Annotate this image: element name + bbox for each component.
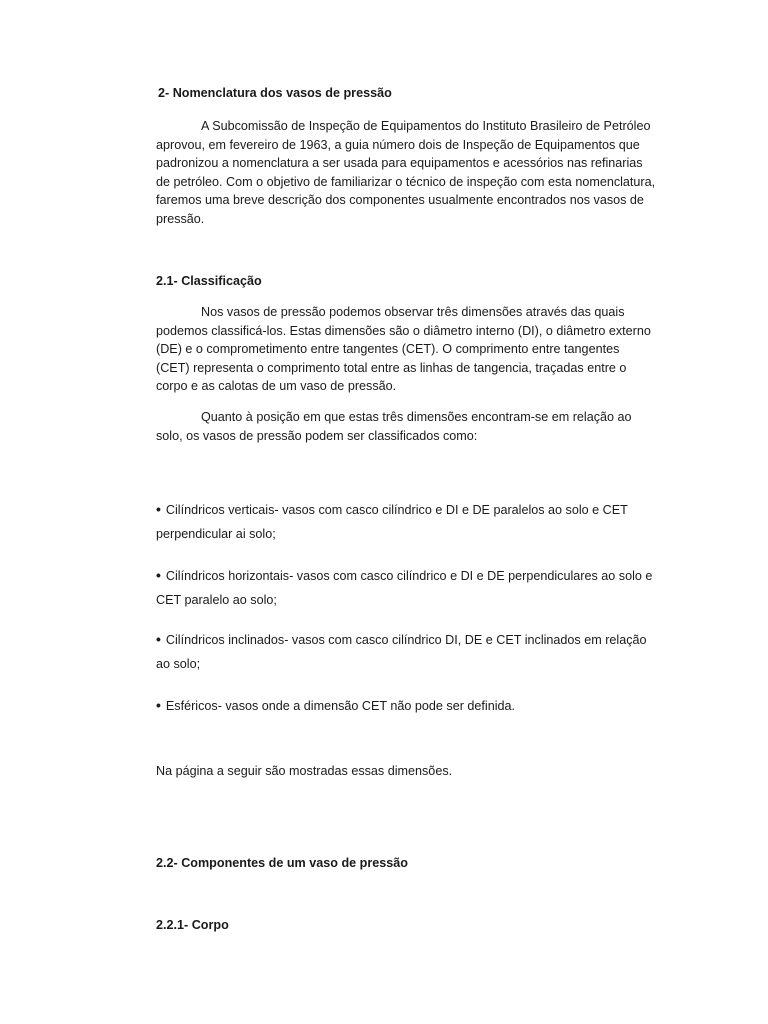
- bullet-item-horizontal: [156, 563, 656, 612]
- section-2-title: 2- Nomenclatura dos vasos de pressão: [158, 86, 392, 100]
- dimensions-note: Na página a seguir são mostradas essas dimensões.: [156, 764, 453, 778]
- bullet-item-vertical: [156, 497, 656, 546]
- bullet-dot: •: [156, 567, 161, 583]
- section-2-2-1-title: 2.2.1- Corpo: [156, 918, 229, 932]
- bullet-item-inclined: [156, 627, 656, 676]
- bullet-text: Esféricos- vasos onde a dimensão CET não pode ser definida.: [165, 699, 516, 713]
- section-2-1-title: 2.1- Classificação: [156, 274, 262, 288]
- bullet-text: Cilíndricos inclinados- vasos com casco cilíndrico DI, DE e CET inclinados em relação ao solo;: [156, 633, 647, 671]
- bullet-dot: •: [156, 631, 161, 647]
- section-2-1-paragraph-2: Quanto à posição em que estas três dimensões encontram-se em relação ao solo, os vasos de pressão podem ser classificados como:: [156, 410, 632, 443]
- bullet-text: Cilíndricos verticais- vasos com casco cilíndrico e DI e DE paralelos ao solo e CET perpendicular ai solo;: [156, 503, 628, 541]
- bullet-item-spherical: [156, 693, 656, 718]
- bullet-text: Cilíndricos horizontais- vasos com casco cilíndrico e DI e DE perpendiculares ao solo e CET paralelo ao solo;: [156, 569, 653, 607]
- section-2-2-title: 2.2- Componentes de um vaso de pressão: [156, 856, 408, 870]
- section-2-1-paragraph-1: Nos vasos de pressão podemos observar três dimensões através das quais podemos classificá-los. Estas dimensões são o diâmetro interno (DI), o diâmetro externo (DE) e o comprometimento entre tangentes (CET). O comprimento entre tangentes (CET) representa o comprimento total entre as linhas de tangencia, traçadas entre o corpo e as calotas de um vaso de pressão.: [156, 305, 651, 394]
- section-2-paragraph: A Subcomissão de Inspeção de Equipamentos do Instituto Brasileiro de Petróleo aprovou, em fevereiro de 1963, a guia número dois de Inspeção de Equipamentos que padronizou a nomenclatura a ser usada para equipamentos e acessórios nas refinarias de petróleo. Com o objetivo de familiarizar o técnico de inspeção com esta nomenclatura, faremos uma breve descrição dos componentes usualmente encontrados nos vasos de pressão.: [156, 119, 656, 226]
- bullet-dot: •: [156, 697, 161, 713]
- bullet-dot: •: [156, 501, 161, 517]
